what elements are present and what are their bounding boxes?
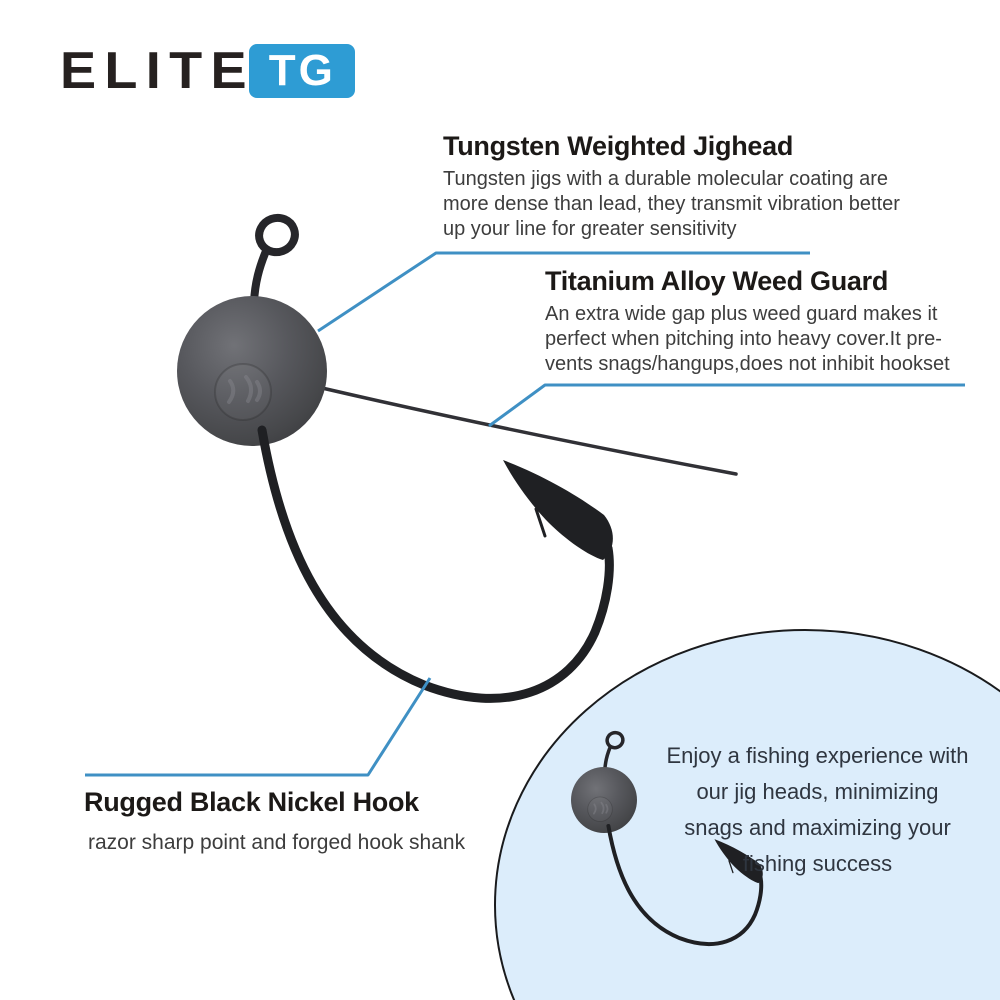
callout-title-weedguard: Titanium Alloy Weed Guard — [545, 266, 889, 296]
weed-guard-wire — [322, 388, 736, 474]
callout-body-weedguard — [545, 302, 950, 377]
callout-body-line: perfect when pitching into heavy cover.It pre- — [545, 328, 942, 350]
brand-logo — [60, 44, 355, 98]
callout-body-line: up your line for greater sensitivity — [443, 218, 737, 240]
brand-logo-elite: ELITE — [60, 42, 255, 100]
callout-body-tungsten — [443, 167, 900, 242]
callout-title-hook: Rugged Black Nickel Hook — [84, 787, 419, 817]
bubble-message-line: Enjoy a fishing experience with — [666, 743, 969, 768]
callout-body-line: razor sharp point and forged hook shank — [88, 831, 466, 854]
brand-logo-tg-badge: TG — [249, 44, 355, 98]
callout-body-line: more dense than lead, they transmit vibration better — [443, 193, 900, 215]
callout-body-line: Tungsten jigs with a durable molecular coating are — [443, 168, 889, 190]
callout-body-line: vents snags/hangups,does not inhibit hookset — [545, 353, 950, 375]
callout-body-line: An extra wide gap plus weed guard makes it — [545, 303, 938, 325]
callout-line-hook — [85, 678, 430, 775]
callout-line-weedguard — [489, 385, 965, 426]
bubble-message-line: fishing success — [742, 851, 893, 876]
bubble-message — [605, 738, 1000, 882]
bubble-message-line: snags and maximizing your — [684, 815, 951, 840]
bubble-message-line: our jig heads, minimizing — [696, 779, 939, 804]
callout-body-hook — [88, 830, 465, 855]
callout-title-tungsten: Tungsten Weighted Jighead — [443, 131, 794, 161]
